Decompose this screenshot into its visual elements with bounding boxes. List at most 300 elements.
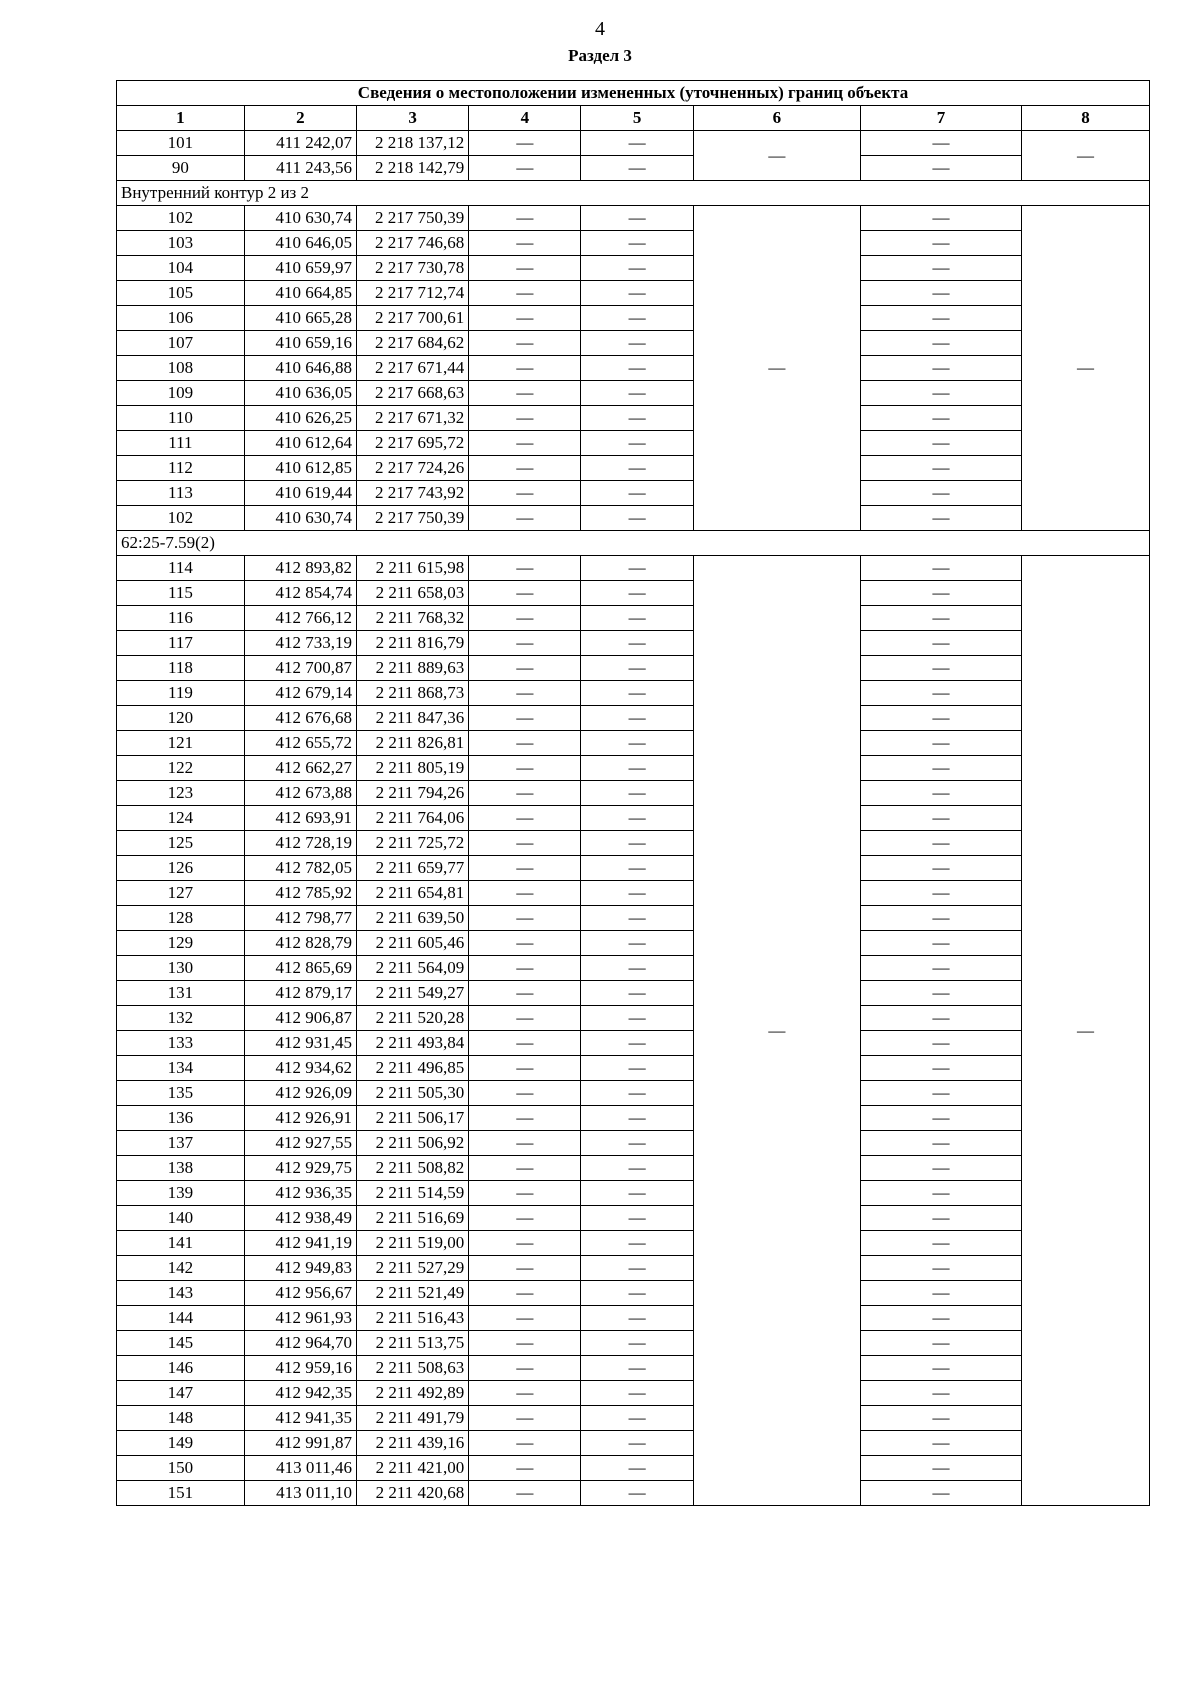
col5-value: — <box>581 1306 693 1331</box>
table-row <box>117 856 1150 881</box>
coordinate-y: 2 217 743,92 <box>357 481 469 506</box>
coordinate-x: 412 728,19 <box>244 831 356 856</box>
col7-value: — <box>860 731 1021 756</box>
page-number: 4 <box>595 18 605 40</box>
col5-value: — <box>581 1031 693 1056</box>
coordinate-x: 412 934,62 <box>244 1056 356 1081</box>
col7-value: — <box>860 456 1021 481</box>
table-row <box>117 556 1150 581</box>
col7-value: — <box>860 1206 1021 1231</box>
col5-value: — <box>581 1181 693 1206</box>
table-row <box>117 231 1150 256</box>
point-number: 101 <box>117 131 245 156</box>
group-heading-row <box>117 531 1150 556</box>
table-row <box>117 956 1150 981</box>
col4-value: — <box>469 681 581 706</box>
col5-value: — <box>581 831 693 856</box>
point-number: 129 <box>117 931 245 956</box>
col7-value: — <box>860 831 1021 856</box>
table-row <box>117 1131 1150 1156</box>
column-header: 8 <box>1022 106 1150 131</box>
coordinate-y: 2 211 659,77 <box>357 856 469 881</box>
table-row <box>117 706 1150 731</box>
column-header: 7 <box>860 106 1021 131</box>
point-number: 121 <box>117 731 245 756</box>
point-number: 142 <box>117 1256 245 1281</box>
col5-value: — <box>581 506 693 531</box>
col5-value: — <box>581 1281 693 1306</box>
coordinate-y: 2 211 794,26 <box>357 781 469 806</box>
table-row <box>117 656 1150 681</box>
col5-value: — <box>581 481 693 506</box>
point-number: 111 <box>117 431 245 456</box>
table-row <box>117 1281 1150 1306</box>
table-row <box>117 1431 1150 1456</box>
col4-value: — <box>469 606 581 631</box>
column-header-row <box>117 106 1150 131</box>
point-number: 90 <box>117 156 245 181</box>
point-number: 105 <box>117 281 245 306</box>
point-number: 110 <box>117 406 245 431</box>
col4-value: — <box>469 356 581 381</box>
coordinate-x: 412 782,05 <box>244 856 356 881</box>
coordinate-y: 2 211 549,27 <box>357 981 469 1006</box>
col5-value: — <box>581 1381 693 1406</box>
table-row <box>117 1306 1150 1331</box>
table-row <box>117 1331 1150 1356</box>
coordinate-x: 410 659,97 <box>244 256 356 281</box>
point-number: 136 <box>117 1106 245 1131</box>
col4-value: — <box>469 1481 581 1506</box>
point-number: 124 <box>117 806 245 831</box>
col4-value: — <box>469 1006 581 1031</box>
col7-value: — <box>860 681 1021 706</box>
table-row <box>117 381 1150 406</box>
table-row <box>117 406 1150 431</box>
col4-value: — <box>469 1456 581 1481</box>
col4-value: — <box>469 406 581 431</box>
col7-value: — <box>860 1156 1021 1181</box>
col7-value: — <box>860 281 1021 306</box>
point-number: 150 <box>117 1456 245 1481</box>
point-number: 133 <box>117 1031 245 1056</box>
col7-value: — <box>860 981 1021 1006</box>
coordinate-y: 2 211 605,46 <box>357 931 469 956</box>
col4-value: — <box>469 806 581 831</box>
col6-merged-value: — <box>693 556 860 1506</box>
column-header: 3 <box>357 106 469 131</box>
table-row <box>117 1256 1150 1281</box>
coordinate-x: 412 964,70 <box>244 1331 356 1356</box>
coordinate-y: 2 211 805,19 <box>357 756 469 781</box>
coordinate-y: 2 211 492,89 <box>357 1381 469 1406</box>
table-row <box>117 1181 1150 1206</box>
col5-value: — <box>581 931 693 956</box>
col8-merged-value: — <box>1022 556 1150 1506</box>
col4-value: — <box>469 581 581 606</box>
col7-value: — <box>860 1331 1021 1356</box>
coordinate-x: 412 662,27 <box>244 756 356 781</box>
col7-value: — <box>860 1106 1021 1131</box>
col5-value: — <box>581 231 693 256</box>
coordinate-x: 410 664,85 <box>244 281 356 306</box>
table-row <box>117 281 1150 306</box>
point-number: 115 <box>117 581 245 606</box>
point-number: 103 <box>117 231 245 256</box>
col7-value: — <box>860 481 1021 506</box>
table-row <box>117 756 1150 781</box>
coordinate-y: 2 211 725,72 <box>357 831 469 856</box>
table-row <box>117 456 1150 481</box>
col7-value: — <box>860 906 1021 931</box>
col4-value: — <box>469 156 581 181</box>
col7-value: — <box>860 1231 1021 1256</box>
coordinate-x: 412 700,87 <box>244 656 356 681</box>
col4-value: — <box>469 706 581 731</box>
coordinate-x: 411 243,56 <box>244 156 356 181</box>
col5-value: — <box>581 856 693 881</box>
col7-value: — <box>860 1456 1021 1481</box>
col5-value: — <box>581 881 693 906</box>
coordinate-x: 412 854,74 <box>244 581 356 606</box>
col5-value: — <box>581 956 693 981</box>
coordinate-x: 411 242,07 <box>244 131 356 156</box>
point-number: 109 <box>117 381 245 406</box>
table-row <box>117 131 1150 156</box>
coordinate-y: 2 211 508,82 <box>357 1156 469 1181</box>
col7-value: — <box>860 806 1021 831</box>
point-number: 147 <box>117 1381 245 1406</box>
table-row <box>117 581 1150 606</box>
col5-value: — <box>581 1431 693 1456</box>
table-row <box>117 931 1150 956</box>
col5-value: — <box>581 1006 693 1031</box>
col5-value: — <box>581 1456 693 1481</box>
col5-value: — <box>581 1406 693 1431</box>
coordinate-y: 2 211 520,28 <box>357 1006 469 1031</box>
col7-value: — <box>860 506 1021 531</box>
col7-value: — <box>860 781 1021 806</box>
col5-value: — <box>581 1206 693 1231</box>
col5-value: — <box>581 1356 693 1381</box>
col5-value: — <box>581 456 693 481</box>
coordinate-y: 2 217 730,78 <box>357 256 469 281</box>
col7-value: — <box>860 1031 1021 1056</box>
coordinate-y: 2 211 506,17 <box>357 1106 469 1131</box>
col5-value: — <box>581 381 693 406</box>
point-number: 127 <box>117 881 245 906</box>
point-number: 145 <box>117 1331 245 1356</box>
table-row <box>117 256 1150 281</box>
coordinate-y: 2 211 420,68 <box>357 1481 469 1506</box>
coordinate-x: 412 991,87 <box>244 1431 356 1456</box>
col4-value: — <box>469 731 581 756</box>
point-number: 114 <box>117 556 245 581</box>
point-number: 140 <box>117 1206 245 1231</box>
point-number: 146 <box>117 1356 245 1381</box>
point-number: 106 <box>117 306 245 331</box>
col4-value: — <box>469 1331 581 1356</box>
coordinate-x: 412 798,77 <box>244 906 356 931</box>
table-row <box>117 881 1150 906</box>
col7-value: — <box>860 1081 1021 1106</box>
col4-value: — <box>469 556 581 581</box>
col7-value: — <box>860 356 1021 381</box>
point-number: 139 <box>117 1181 245 1206</box>
coordinate-y: 2 217 671,44 <box>357 356 469 381</box>
col4-value: — <box>469 306 581 331</box>
group-heading-row <box>117 181 1150 206</box>
col5-value: — <box>581 431 693 456</box>
coordinate-x: 412 906,87 <box>244 1006 356 1031</box>
col7-value: — <box>860 256 1021 281</box>
table-row <box>117 1056 1150 1081</box>
col5-value: — <box>581 206 693 231</box>
coordinate-y: 2 211 506,92 <box>357 1131 469 1156</box>
col7-value: — <box>860 381 1021 406</box>
col7-value: — <box>860 931 1021 956</box>
coordinate-x: 412 956,67 <box>244 1281 356 1306</box>
coordinate-y: 2 211 527,29 <box>357 1256 469 1281</box>
coordinate-x: 410 665,28 <box>244 306 356 331</box>
col7-value: — <box>860 856 1021 881</box>
coordinate-x: 412 926,09 <box>244 1081 356 1106</box>
col4-value: — <box>469 1081 581 1106</box>
coordinate-x: 412 941,19 <box>244 1231 356 1256</box>
coordinate-x: 410 659,16 <box>244 331 356 356</box>
col5-value: — <box>581 656 693 681</box>
coordinate-x: 410 630,74 <box>244 206 356 231</box>
col8-merged-value: — <box>1022 131 1150 181</box>
col7-value: — <box>860 156 1021 181</box>
coordinate-x: 412 942,35 <box>244 1381 356 1406</box>
point-number: 118 <box>117 656 245 681</box>
col4-value: — <box>469 1131 581 1156</box>
coordinate-x: 410 646,05 <box>244 231 356 256</box>
coordinate-y: 2 211 639,50 <box>357 906 469 931</box>
col7-value: — <box>860 1481 1021 1506</box>
group-heading: Внутренний контур 2 из 2 <box>117 181 1150 206</box>
table-caption: Сведения о местоположении измененных (уточненных) границ объекта <box>117 81 1150 106</box>
coordinate-y: 2 211 496,85 <box>357 1056 469 1081</box>
coordinate-y: 2 211 889,63 <box>357 656 469 681</box>
point-number: 141 <box>117 1231 245 1256</box>
point-number: 132 <box>117 1006 245 1031</box>
coordinate-y: 2 211 493,84 <box>357 1031 469 1056</box>
col4-value: — <box>469 231 581 256</box>
coordinate-y: 2 211 654,81 <box>357 881 469 906</box>
table-row <box>117 1206 1150 1231</box>
point-number: 125 <box>117 831 245 856</box>
coordinate-y: 2 218 137,12 <box>357 131 469 156</box>
col5-value: — <box>581 756 693 781</box>
col7-value: — <box>860 606 1021 631</box>
col5-value: — <box>581 131 693 156</box>
coordinate-y: 2 217 712,74 <box>357 281 469 306</box>
col4-value: — <box>469 1231 581 1256</box>
table-row <box>117 1081 1150 1106</box>
coordinate-x: 412 676,68 <box>244 706 356 731</box>
coordinate-x: 412 828,79 <box>244 931 356 956</box>
coordinate-y: 2 218 142,79 <box>357 156 469 181</box>
col7-value: — <box>860 306 1021 331</box>
coordinate-x: 412 959,16 <box>244 1356 356 1381</box>
col7-value: — <box>860 231 1021 256</box>
coordinate-y: 2 211 519,00 <box>357 1231 469 1256</box>
col8-merged-value: — <box>1022 206 1150 531</box>
point-number: 134 <box>117 1056 245 1081</box>
table-row <box>117 1356 1150 1381</box>
col5-value: — <box>581 981 693 1006</box>
point-number: 137 <box>117 1131 245 1156</box>
point-number: 119 <box>117 681 245 706</box>
col7-value: — <box>860 406 1021 431</box>
col4-value: — <box>469 1156 581 1181</box>
col4-value: — <box>469 906 581 931</box>
col4-value: — <box>469 1106 581 1131</box>
col5-value: — <box>581 406 693 431</box>
point-number: 135 <box>117 1081 245 1106</box>
col5-value: — <box>581 781 693 806</box>
coordinate-y: 2 217 684,62 <box>357 331 469 356</box>
col5-value: — <box>581 1481 693 1506</box>
coordinate-x: 412 673,88 <box>244 781 356 806</box>
point-number: 122 <box>117 756 245 781</box>
table-row <box>117 306 1150 331</box>
point-number: 102 <box>117 506 245 531</box>
col7-value: — <box>860 881 1021 906</box>
coordinate-x: 412 865,69 <box>244 956 356 981</box>
coordinate-y: 2 217 724,26 <box>357 456 469 481</box>
coordinate-y: 2 211 816,79 <box>357 631 469 656</box>
coordinate-x: 412 961,93 <box>244 1306 356 1331</box>
col7-value: — <box>860 1131 1021 1156</box>
col7-value: — <box>860 1356 1021 1381</box>
col4-value: — <box>469 1431 581 1456</box>
coordinates-table <box>116 80 1150 1506</box>
col7-value: — <box>860 956 1021 981</box>
col6-merged-value: — <box>693 206 860 531</box>
col7-value: — <box>860 1006 1021 1031</box>
table-row <box>117 1156 1150 1181</box>
point-number: 116 <box>117 606 245 631</box>
point-number: 123 <box>117 781 245 806</box>
coordinate-y: 2 217 671,32 <box>357 406 469 431</box>
point-number: 120 <box>117 706 245 731</box>
point-number: 144 <box>117 1306 245 1331</box>
coordinate-x: 413 011,10 <box>244 1481 356 1506</box>
col4-value: — <box>469 981 581 1006</box>
col4-value: — <box>469 331 581 356</box>
table-row <box>117 1456 1150 1481</box>
table-row <box>117 1106 1150 1131</box>
col4-value: — <box>469 431 581 456</box>
col5-value: — <box>581 256 693 281</box>
col4-value: — <box>469 456 581 481</box>
point-number: 131 <box>117 981 245 1006</box>
col4-value: — <box>469 381 581 406</box>
col5-value: — <box>581 1081 693 1106</box>
coordinate-y: 2 211 564,09 <box>357 956 469 981</box>
col7-value: — <box>860 431 1021 456</box>
col4-value: — <box>469 1406 581 1431</box>
col7-value: — <box>860 1406 1021 1431</box>
col7-value: — <box>860 556 1021 581</box>
table-caption-row <box>117 81 1150 106</box>
col4-value: — <box>469 856 581 881</box>
coordinate-x: 412 927,55 <box>244 1131 356 1156</box>
col5-value: — <box>581 1331 693 1356</box>
column-header: 4 <box>469 106 581 131</box>
coordinate-x: 412 949,83 <box>244 1256 356 1281</box>
point-number: 112 <box>117 456 245 481</box>
column-header: 6 <box>693 106 860 131</box>
col7-value: — <box>860 1431 1021 1456</box>
point-number: 126 <box>117 856 245 881</box>
table-row <box>117 431 1150 456</box>
col5-value: — <box>581 1056 693 1081</box>
coordinate-y: 2 211 514,59 <box>357 1181 469 1206</box>
coordinate-y: 2 211 658,03 <box>357 581 469 606</box>
point-number: 113 <box>117 481 245 506</box>
point-number: 102 <box>117 206 245 231</box>
col7-value: — <box>860 581 1021 606</box>
coordinate-y: 2 211 764,06 <box>357 806 469 831</box>
table-row <box>117 781 1150 806</box>
col4-value: — <box>469 1031 581 1056</box>
col4-value: — <box>469 1206 581 1231</box>
point-number: 143 <box>117 1281 245 1306</box>
coordinate-y: 2 211 516,43 <box>357 1306 469 1331</box>
col5-value: — <box>581 631 693 656</box>
section-title: Раздел 3 <box>568 46 632 65</box>
table-row <box>117 681 1150 706</box>
coordinate-x: 412 938,49 <box>244 1206 356 1231</box>
column-header: 2 <box>244 106 356 131</box>
col5-value: — <box>581 731 693 756</box>
point-number: 138 <box>117 1156 245 1181</box>
coordinate-y: 2 211 491,79 <box>357 1406 469 1431</box>
coordinate-x: 412 929,75 <box>244 1156 356 1181</box>
coordinate-x: 410 630,74 <box>244 506 356 531</box>
coordinate-x: 412 733,19 <box>244 631 356 656</box>
coordinate-x: 412 936,35 <box>244 1181 356 1206</box>
table-row <box>117 806 1150 831</box>
coordinate-y: 2 211 439,16 <box>357 1431 469 1456</box>
col7-value: — <box>860 206 1021 231</box>
col6-merged-value: — <box>693 131 860 181</box>
col4-value: — <box>469 206 581 231</box>
col4-value: — <box>469 831 581 856</box>
coordinate-y: 2 211 516,69 <box>357 1206 469 1231</box>
col5-value: — <box>581 331 693 356</box>
coordinate-x: 410 619,44 <box>244 481 356 506</box>
table-row <box>117 1381 1150 1406</box>
table-row <box>117 606 1150 631</box>
table-row <box>117 1006 1150 1031</box>
col4-value: — <box>469 131 581 156</box>
point-number: 117 <box>117 631 245 656</box>
col5-value: — <box>581 356 693 381</box>
col4-value: — <box>469 1056 581 1081</box>
table-row <box>117 981 1150 1006</box>
col5-value: — <box>581 556 693 581</box>
coordinate-y: 2 217 668,63 <box>357 381 469 406</box>
point-number: 148 <box>117 1406 245 1431</box>
coordinate-y: 2 211 513,75 <box>357 1331 469 1356</box>
col5-value: — <box>581 581 693 606</box>
group-heading: 62:25-7.59(2) <box>117 531 1150 556</box>
